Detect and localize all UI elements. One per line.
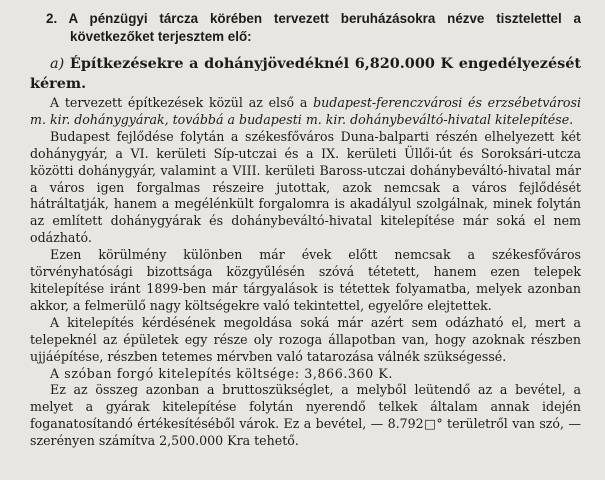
paragraph-4: A kitelepítés kérdésének megoldása soká már azért sem odázható el, mert a telepeknél az épületek egy része oly rozoga állapotban van, hogy azoknak részben ujjáépítése, részben tetemes mérvben való tatarozása válnék szükségessé. <box>30 314 581 364</box>
paragraph-1 <box>30 95 581 129</box>
paragraph-1-italic: budapest-ferenczvárosi és erzsébetvárosi m. kir. dohánygyárak, továbbá a budapesti m. kir. dohánybeváltó-hivatal kitelepítése. <box>30 95 581 127</box>
section-heading: 2. A pénzügyi tárcza körében tervezett beruházásokra nézve tisztelettel a következőket terjesztem elő: <box>46 11 581 44</box>
subsection-title: Építkezésekre a dohányjövedéknél 6,820.000 K engedélyezését kérem. <box>30 55 582 92</box>
paragraph-2: Budapest fejlődése folytán a székesfőváros Duna-balparti részén elhelyezett két dohánygyár, a VI. kerületi Síp-utczai és a IX. kerületi Üllői-út és Soroksári-utcza közötti dohánygyár, valamint a VIII. kerületi Baross-utczai dohánybeváltó-hivatal már a város igen forgalmas részeire jutottak, azok nemcsak a város fejlődését hátráltatják, hanem a megélénkült forgalomra is akadályul szolgálnak, minek folytán az említett dohánygyárak és dohánybeváltó-hivatal kitelepítése már soká el nem odázható. <box>30 128 581 246</box>
paragraph-6: Ez az összeg azonban a bruttoszükséglet, a melyből leütendő az a bevétel, a melyet a gyárak kitelepítése folytán nyerendő telkek általam annak idején foganatosítandó értékesítéséből várok. Ez a bevétel, — 8.792□° területről van szó, — szerényen számítva 2,500.000 Kra tehető. <box>30 382 581 449</box>
paragraph-5: A szóban forgó kitelepítés költsége: 3,866.360 K. <box>50 365 393 381</box>
subsection-letter: a) <box>50 56 65 72</box>
paragraph-1-lead: A tervezett építkezések közül az első a <box>50 95 308 110</box>
subsection-heading <box>30 54 581 93</box>
paragraph-3: Ezen körülmény különben már évek előtt nemcsak a székesfőváros törvényhatósági bizottsága közgyűlésén szóvá tétetett, hanem ezen telepek kitelepítése iránt 1899-ben már tárgyalások is tétettek folyamatba, melyek azonban akkor, a felmerülő nagy költségekre való tekintettel, egyelőre elejtettek. <box>30 247 581 313</box>
